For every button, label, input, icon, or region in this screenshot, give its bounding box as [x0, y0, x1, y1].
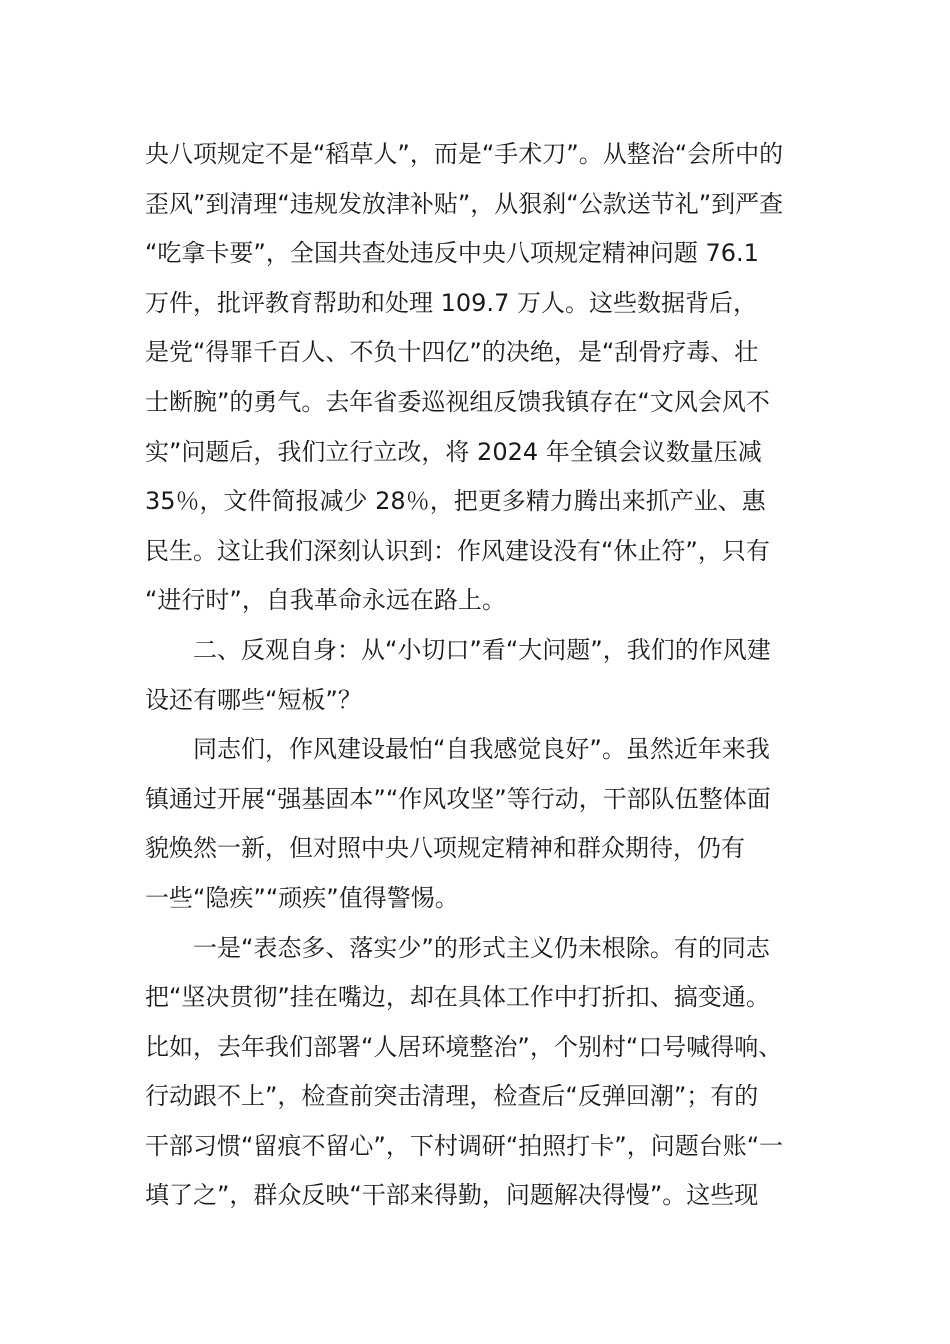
text-line: 实”问题后，我们立行立改，将 2024 年全镇会议数量压减 [145, 437, 762, 466]
text-line: 士断腕”的勇气。去年省委巡视组反馈我镇存在“文风会风不 [145, 387, 770, 416]
section-heading-line: 二、反观自身：从“小切口”看“大问题”，我们的作风建 [193, 635, 771, 664]
text-line: 比如，去年我们部署“人居环境整治”，个别村“口号喊得响、 [145, 1032, 783, 1061]
text-line: 民生。这让我们深刻认识到：作风建设没有“休止符”，只有 [145, 536, 770, 565]
section-heading-line: 设还有哪些“短板”？ [145, 685, 362, 714]
text-line: 万件，批评教育帮助和处理 109.7 万人。这些数据背后， [145, 288, 757, 317]
text-line: 歪风”到清理“违规发放津补贴”，从狠刹“公款送节礼”到严查 [145, 189, 784, 218]
text-line: 填了之”，群众反映“干部来得勤，问题解决得慢”。这些现 [145, 1181, 759, 1210]
text-line: “吃拿卡要”，全国共查处违反中央八项规定精神问题 76.1 [145, 239, 759, 268]
text-line: 一是“表态多、落实少”的形式主义仍未根除。有的同志 [193, 933, 770, 962]
text-line: 行动跟不上”，检查前突击清理，检查后“反弹回潮”；有的 [145, 1082, 759, 1111]
text-line: 35％，文件简报减少 28％，把更多精力腾出来抓产业、惠 [145, 487, 766, 516]
text-line: 干部习惯“留痕不留心”，下村调研“拍照打卡”，问题台账“一 [145, 1131, 784, 1160]
text-line: 镇通过开展“强基固本”“作风攻坚”等行动，干部队伍整体面 [145, 784, 771, 813]
text-line: “进行时”，自我革命永远在路上。 [145, 586, 506, 615]
text-line: 是党“得罪千百人、不负十四亿”的决绝，是“刮骨疗毒、壮 [145, 338, 759, 367]
text-line: 同志们，作风建设最怕“自我感觉良好”。虽然近年来我 [193, 735, 770, 764]
body-text [145, 130, 825, 1221]
text-line: 把“坚决贯彻”挂在嘴边，却在具体工作中打折扣、搞变通。 [145, 983, 770, 1012]
text-line: 一些“隐疾”“顽疾”值得警惕。 [145, 883, 459, 912]
text-line: 央八项规定不是“稻草人”，而是“手术刀”。从整治“会所中的 [145, 140, 784, 168]
text-line: 貌焕然一新，但对照中央八项规定精神和群众期待，仍有 [145, 834, 745, 863]
